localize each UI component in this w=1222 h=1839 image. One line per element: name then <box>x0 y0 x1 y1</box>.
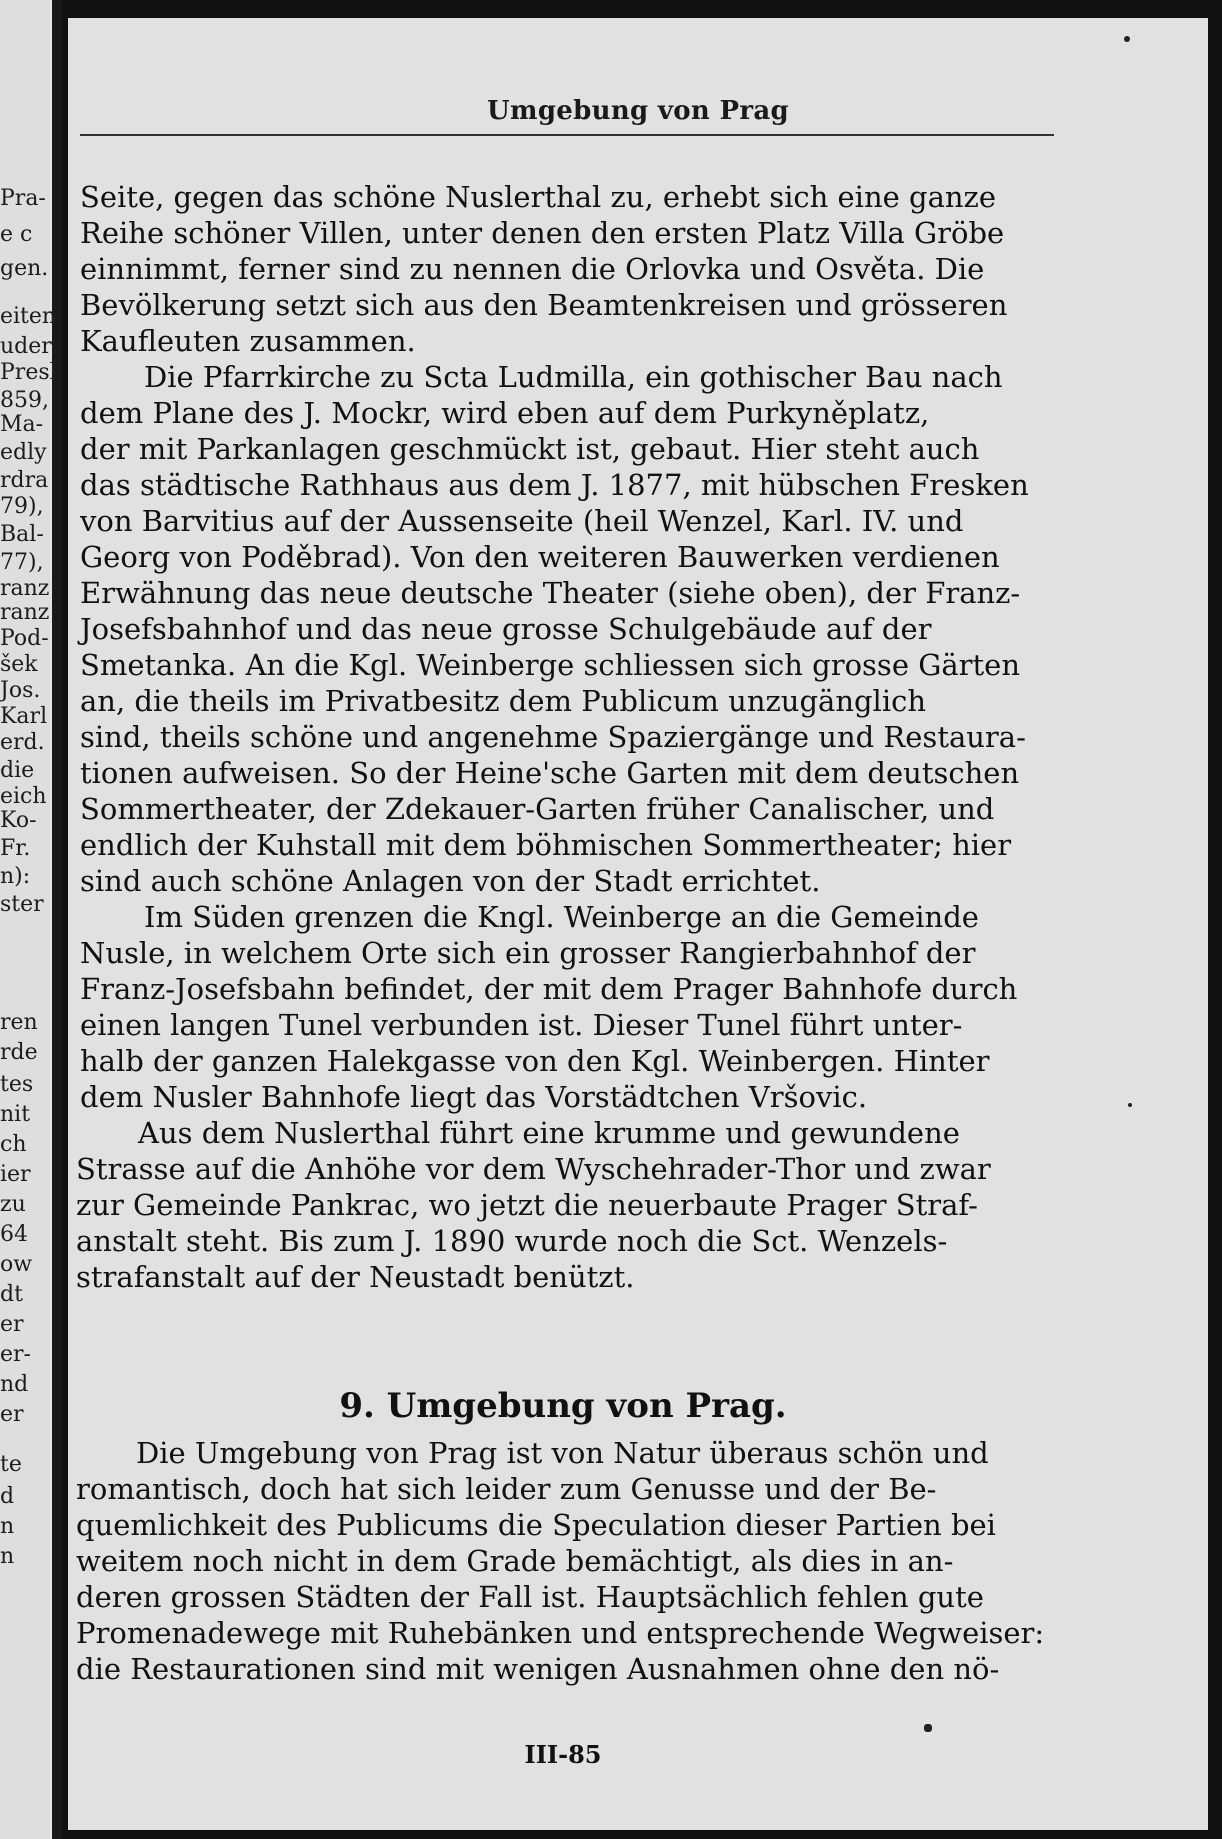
text-line: sind auch schöne Anlagen von der Stadt errichtet. <box>80 864 821 898</box>
left-page-line: ster <box>0 892 44 917</box>
left-page-line: Presl <box>0 360 57 385</box>
left-page-line: 859, <box>0 388 49 413</box>
text-line: Seite, gegen das schöne Nuslerthal zu, erhebt sich eine ganze <box>80 180 996 214</box>
text-line: Strasse auf die Anhöhe vor dem Wyschehrader-Thor und zwar <box>76 1152 991 1186</box>
left-page-line: edly <box>0 440 47 465</box>
left-page-line: rdra <box>0 468 49 493</box>
left-page-line: die <box>0 758 35 783</box>
left-page-line: n): <box>0 864 31 889</box>
left-page-line: n <box>0 1544 15 1569</box>
left-page-line: er- <box>0 1342 31 1367</box>
left-page-line: 77), <box>0 550 44 575</box>
text-line: sind, theils schöne und angenehme Spaziergänge und Restaura- <box>80 720 1026 754</box>
text-line: dem Nusler Bahnhofe liegt das Vorstädtchen Vršovic. <box>80 1080 868 1114</box>
left-page-line: nd <box>0 1372 29 1397</box>
text-line: Smetanka. An die Kgl. Weinberge schliessen sich grosse Gärten <box>80 648 1021 682</box>
text-line: die Restaurationen sind mit wenigen Ausnahmen ohne den nö- <box>76 1652 1000 1686</box>
text-line: Die Pfarrkirche zu Scta Ludmilla, ein gothischer Bau nach <box>144 360 1003 394</box>
text-line: an, die theils im Privatbesitz dem Publicum unzugänglich <box>80 684 927 718</box>
left-page-line: Jos. <box>0 678 41 703</box>
text-line: weitem noch nicht in dem Grade bemächtigt, als dies in an- <box>76 1544 954 1578</box>
speck-mark <box>1128 1103 1132 1107</box>
section-title: 9. Umgebung von Prag. <box>339 1386 787 1426</box>
left-page-line: er <box>0 1402 24 1427</box>
left-page-line: 64 <box>0 1222 28 1247</box>
header-rule <box>80 134 1054 136</box>
text-line: anstalt steht. Bis zum J. 1890 wurde noch die Sct. Wenzels- <box>76 1224 948 1258</box>
left-page-line: Pra- <box>0 186 46 211</box>
text-line: quemlichkeit des Publicums die Speculation dieser Partien bei <box>76 1508 996 1542</box>
text-line: Georg von Poděbrad). Von den weiteren Bauwerken verdienen <box>80 540 1000 574</box>
text-line: einnimmt, ferner sind zu nennen die Orlovka und Osvěta. Die <box>80 252 985 286</box>
text-line: Die Umgebung von Prag ist von Natur überaus schön und <box>136 1436 989 1470</box>
left-page-line: e c <box>0 222 33 247</box>
left-page-line: er <box>0 1312 24 1337</box>
left-page-line: ranz <box>0 576 50 601</box>
book-page <box>68 18 1208 1830</box>
text-line: Sommertheater, der Zdekauer-Garten früher Canalischer, und <box>80 792 995 826</box>
left-page-fragment <box>0 0 62 1839</box>
text-line: Nusle, in welchem Orte sich ein grosser Rangierbahnhof der <box>80 936 976 970</box>
text-line: deren grossen Städten der Fall ist. Hauptsächlich fehlen gute <box>76 1580 984 1614</box>
left-page-line: d <box>0 1484 15 1509</box>
text-line: Reihe schöner Villen, unter denen den ersten Platz Villa Gröbe <box>80 216 1005 250</box>
left-page-line: ranz <box>0 600 50 625</box>
speck-mark <box>924 1724 932 1732</box>
left-page-line: zu <box>0 1192 26 1217</box>
left-page-line: eiten <box>0 304 57 329</box>
left-page-line: Karl <box>0 704 48 729</box>
text-line: Franz-Josefsbahn befindet, der mit dem Prager Bahnhofe durch <box>80 972 1018 1006</box>
text-line: romantisch, doch hat sich leider zum Genusse und der Be- <box>76 1472 937 1506</box>
text-line: zur Gemeinde Pankrac, wo jetzt die neuerbaute Prager Straf- <box>76 1188 978 1222</box>
text-line: strafanstalt auf der Neustadt benützt. <box>76 1260 635 1294</box>
speck-mark <box>1124 36 1130 42</box>
text-line: tionen aufweisen. So der Heine'sche Garten mit dem deutschen <box>80 756 1020 790</box>
text-line: der mit Parkanlagen geschmückt ist, gebaut. Hier steht auch <box>80 432 980 466</box>
left-page-line: ch <box>0 1132 27 1157</box>
left-page-line: eich <box>0 784 47 809</box>
left-page-line: Bal- <box>0 522 44 547</box>
text-line: Promenadewege mit Ruhebänken und entsprechende Wegweiser: <box>76 1616 1045 1650</box>
text-line: Kaufleuten zusammen. <box>80 324 416 358</box>
left-page-line: nit <box>0 1102 31 1127</box>
running-head: Umgebung von Prag <box>487 96 789 126</box>
text-line: Josefsbahnhof und das neue grosse Schulgebäude auf der <box>80 612 932 646</box>
left-page-line: 79), <box>0 494 44 519</box>
text-line: einen langen Tunel verbunden ist. Dieser Tunel führt unter- <box>80 1008 963 1042</box>
text-line: Im Süden grenzen die Kngl. Weinberge an die Gemeinde <box>144 900 979 934</box>
left-page-line: uder <box>0 334 52 359</box>
left-page-line: erd. <box>0 730 45 755</box>
left-page-line: Ma- <box>0 412 44 437</box>
text-line: dem Plane des J. Mockr, wird eben auf dem Purkyněplatz, <box>80 396 930 430</box>
page-number: III-85 <box>524 1740 602 1769</box>
text-line: Bevölkerung setzt sich aus den Beamtenkreisen und grösseren <box>80 288 1008 322</box>
left-page-line: te <box>0 1452 22 1477</box>
left-page-line: Ko- <box>0 808 37 833</box>
text-line: Erwähnung das neue deutsche Theater (siehe oben), der Franz- <box>80 576 1021 610</box>
left-page-line: n <box>0 1514 15 1539</box>
left-page-line: gen. <box>0 256 49 281</box>
left-page-line: dt <box>0 1282 23 1307</box>
text-line: halb der ganzen Halekgasse von den Kgl. Weinbergen. Hinter <box>80 1044 990 1078</box>
left-page-line: ren <box>0 1010 38 1035</box>
left-page-line: rde <box>0 1040 38 1065</box>
left-page-line: Pod- <box>0 626 49 651</box>
left-page-line: Fr. <box>0 836 31 861</box>
text-line: von Barvitius auf der Aussenseite (heil Wenzel, Karl. IV. und <box>80 504 964 538</box>
left-page-line: šek <box>0 652 38 677</box>
left-page-line: ow <box>0 1252 33 1277</box>
text-line: endlich der Kuhstall mit dem böhmischen Sommertheater; hier <box>80 828 1012 862</box>
text-line: das städtische Rathhaus aus dem J. 1877, mit hübschen Fresken <box>80 468 1029 502</box>
left-page-line: tes <box>0 1072 34 1097</box>
text-line: Aus dem Nuslerthal führt eine krumme und gewundene <box>138 1116 960 1150</box>
book-gutter <box>52 0 62 1839</box>
left-page-line: ier <box>0 1162 31 1187</box>
